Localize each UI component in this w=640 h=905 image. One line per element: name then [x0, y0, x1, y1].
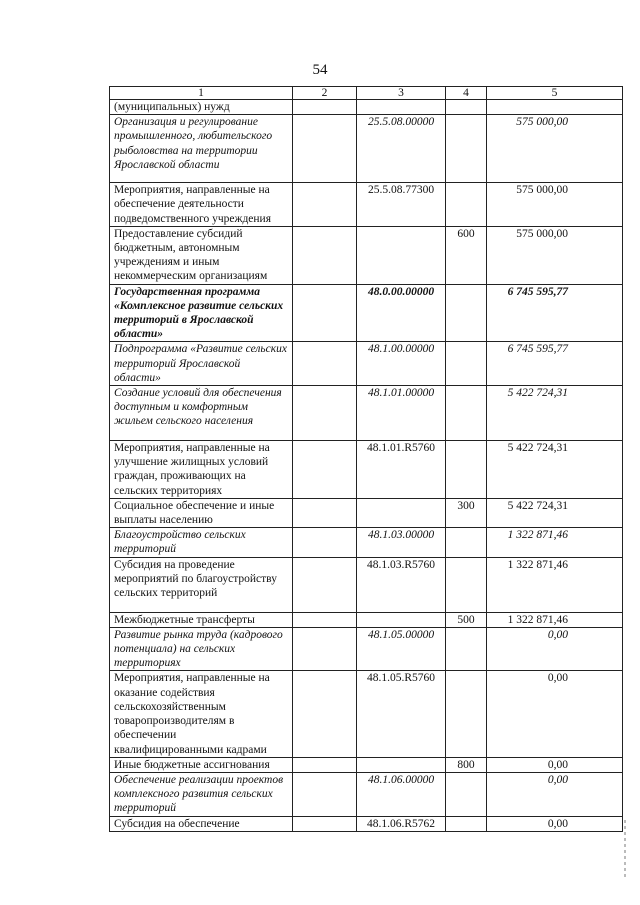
row-type-cell: 600: [446, 226, 487, 284]
row-amount-cell: [487, 100, 623, 115]
row-amount-cell: 575 000,00: [487, 183, 623, 227]
table-row: [110, 627, 623, 671]
row-type-cell: [446, 115, 487, 183]
row-name-cell: Создание условий для обеспечения доступным и комфортным жильем сельского населения: [110, 386, 293, 441]
table-row: [110, 342, 623, 386]
row-code-cell: 48.1.00.00000: [357, 342, 446, 386]
row-empty-cell: [293, 557, 357, 612]
row-empty-cell: [293, 498, 357, 527]
row-empty-cell: [293, 183, 357, 227]
column-number-row: [110, 87, 623, 100]
row-type-cell: [446, 671, 487, 757]
table-row: [110, 284, 623, 342]
row-code-cell: 48.1.05.00000: [357, 627, 446, 671]
row-type-cell: 500: [446, 612, 487, 627]
row-code-cell: [357, 498, 446, 527]
row-type-cell: [446, 557, 487, 612]
row-name-cell: Субсидия на обеспечение: [110, 816, 293, 831]
table-row: [110, 183, 623, 227]
row-code-cell: 48.1.06.00000: [357, 772, 446, 816]
table-row: [110, 441, 623, 499]
row-name-cell: Межбюджетные трансферты: [110, 612, 293, 627]
row-empty-cell: [293, 226, 357, 284]
table-row: [110, 226, 623, 284]
row-empty-cell: [293, 342, 357, 386]
row-amount-cell: 5 422 724,31: [487, 498, 623, 527]
row-empty-cell: [293, 671, 357, 757]
row-empty-cell: [293, 816, 357, 831]
table-row: [110, 115, 623, 183]
row-code-cell: 48.1.06.R5762: [357, 816, 446, 831]
row-type-cell: [446, 627, 487, 671]
row-code-cell: 48.1.03.R5760: [357, 557, 446, 612]
row-type-cell: [446, 284, 487, 342]
row-empty-cell: [293, 627, 357, 671]
table-row: [110, 757, 623, 772]
row-type-cell: [446, 772, 487, 816]
row-type-cell: [446, 342, 487, 386]
row-empty-cell: [293, 386, 357, 441]
row-type-cell: [446, 816, 487, 831]
row-empty-cell: [293, 757, 357, 772]
row-name-cell: Развитие рынка труда (кадрового потенциала) на сельских территориях: [110, 627, 293, 671]
row-code-cell: 48.1.03.00000: [357, 528, 446, 557]
row-type-cell: [446, 100, 487, 115]
table-row: [110, 612, 623, 627]
row-name-cell: Социальное обеспечение и иные выплаты населению: [110, 498, 293, 527]
table-row: [110, 528, 623, 557]
budget-table: [109, 86, 623, 832]
table-row: [110, 772, 623, 816]
row-amount-cell: 5 422 724,31: [487, 386, 623, 441]
row-name-cell: Благоустройство сельских территорий: [110, 528, 293, 557]
row-name-cell: Обеспечение реализации проектов комплексного развития сельских территорий: [110, 772, 293, 816]
column-header-2: 2: [293, 87, 357, 100]
row-name-cell: Предоставление субсидий бюджетным, автономным учреждениям и иным некоммерческим организациям: [110, 226, 293, 284]
row-amount-cell: 5 422 724,31: [487, 441, 623, 499]
row-name-cell: Субсидия на проведение мероприятий по благоустройству сельских территорий: [110, 557, 293, 612]
row-type-cell: [446, 183, 487, 227]
column-header-4: 4: [446, 87, 487, 100]
table-row: [110, 671, 623, 757]
row-amount-cell: 6 745 595,77: [487, 342, 623, 386]
row-amount-cell: 0,00: [487, 627, 623, 671]
row-name-cell: Мероприятия, направленные на улучшение жилищных условий граждан, проживающих на сельских территориях: [110, 441, 293, 499]
table-row: [110, 100, 623, 115]
row-empty-cell: [293, 284, 357, 342]
row-empty-cell: [293, 115, 357, 183]
table-row: [110, 557, 623, 612]
row-name-cell: (муниципальных) нужд: [110, 100, 293, 115]
row-amount-cell: 575 000,00: [487, 115, 623, 183]
row-code-cell: 48.1.01.00000: [357, 386, 446, 441]
budget-table-body: [110, 87, 623, 832]
page-number: 54: [312, 62, 328, 78]
row-empty-cell: [293, 612, 357, 627]
row-type-cell: [446, 441, 487, 499]
column-header-1: 1: [110, 87, 293, 100]
table-row: [110, 816, 623, 831]
row-type-cell: 300: [446, 498, 487, 527]
row-name-cell: Иные бюджетные ассигнования: [110, 757, 293, 772]
row-name-cell: Государственная программа «Комплексное развитие сельских территорий в Ярославской области»: [110, 284, 293, 342]
row-empty-cell: [293, 100, 357, 115]
row-code-cell: 48.1.05.R5760: [357, 671, 446, 757]
row-amount-cell: 0,00: [487, 772, 623, 816]
table-row: [110, 498, 623, 527]
row-empty-cell: [293, 528, 357, 557]
row-name-cell: Мероприятия, направленные на обеспечение деятельности подведомственного учреждения: [110, 183, 293, 227]
row-code-cell: 48.1.01.R5760: [357, 441, 446, 499]
row-amount-cell: 575 000,00: [487, 226, 623, 284]
row-type-cell: [446, 528, 487, 557]
row-name-cell: Мероприятия, направленные на оказание содействия сельскохозяйственным товаропроизводителям в обеспечении квалифицированными кадрами: [110, 671, 293, 757]
row-empty-cell: [293, 441, 357, 499]
row-amount-cell: 6 745 595,77: [487, 284, 623, 342]
row-type-cell: [446, 386, 487, 441]
column-header-3: 3: [357, 87, 446, 100]
row-amount-cell: 1 322 871,46: [487, 528, 623, 557]
row-code-cell: 25.5.08.00000: [357, 115, 446, 183]
row-code-cell: 48.0.00.00000: [357, 284, 446, 342]
row-amount-cell: 1 322 871,46: [487, 612, 623, 627]
row-code-cell: [357, 100, 446, 115]
row-code-cell: [357, 226, 446, 284]
row-amount-cell: 0,00: [487, 757, 623, 772]
row-amount-cell: 1 322 871,46: [487, 557, 623, 612]
row-empty-cell: [293, 772, 357, 816]
row-amount-cell: 0,00: [487, 671, 623, 757]
row-code-cell: 25.5.08.77300: [357, 183, 446, 227]
row-name-cell: Организация и регулирование промышленного, любительского рыболовства на территории Ярославской области: [110, 115, 293, 183]
row-name-cell: Подпрограмма «Развитие сельских территорий Ярославской области»: [110, 342, 293, 386]
table-row: [110, 386, 623, 441]
scan-artifact: [624, 820, 626, 880]
row-code-cell: [357, 612, 446, 627]
row-code-cell: [357, 757, 446, 772]
column-header-5: 5: [487, 87, 623, 100]
row-type-cell: 800: [446, 757, 487, 772]
row-amount-cell: 0,00: [487, 816, 623, 831]
